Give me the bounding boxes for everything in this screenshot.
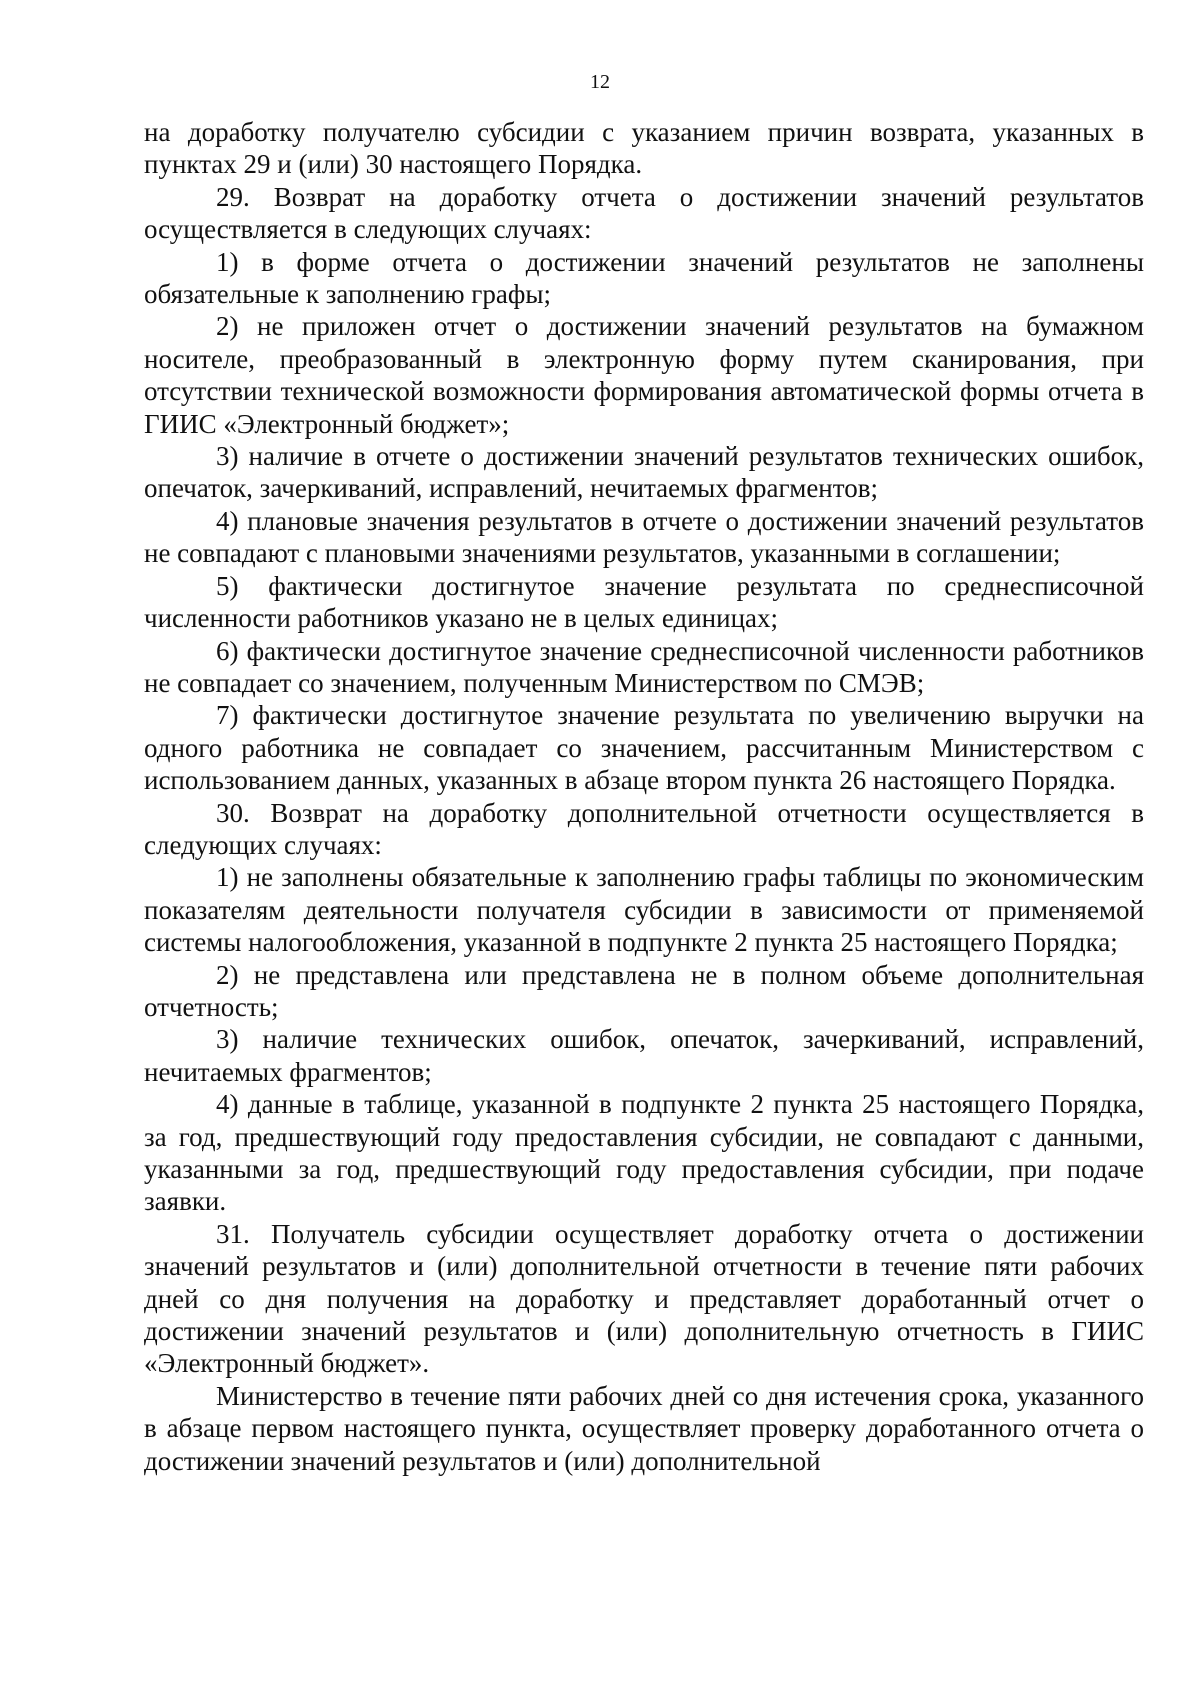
paragraph-clause-29-item-4: 4) плановые значения результатов в отчете о достижении значений результатов не совпадают с плановыми значениями результатов, указанными в соглашении; [144,505,1144,569]
paragraph-clause-30: 30. Возврат на доработку дополнительной отчетности осуществляется в следующих случаях: [144,797,1144,860]
paragraph-clause-29-item-6: 6) фактически достигнутое значение среднесписочной численности работников не совпадает со значением, полученным Министерством по СМЭВ; [144,635,1144,698]
paragraph-clause-29-item-3: 3) наличие в отчете о достижении значений результатов технических ошибок, опечаток, зачеркиваний, исправлений, нечитаемых фрагментов; [144,441,1144,504]
paragraph-clause-30-item-3: 3) наличие технических ошибок, опечаток, зачеркиваний, исправлений, нечитаемых фрагментов; [144,1024,1144,1087]
paragraph-clause-31: 31. Получатель субсидии осуществляет доработку отчета о достижении значений результатов и (или) дополнительной отчетности в течение пяти рабочих дней со дня получения на доработку и представляет доработанный отчет о достижении значений результатов и (или) дополнительную отчетность в ГИИС «Электронный бюджет». [144,1218,1144,1379]
paragraph-clause-30-item-4: 4) данные в таблице, указанной в подпункте 2 пункта 25 настоящего Порядка, за год, предшествующий году предоставления субсидии, не совпадают с данными, указанными за год, предшествующий году предоставления субсидии, при подаче заявки. [144,1089,1144,1217]
paragraph-ministry-check: Министерство в течение пяти рабочих дней со дня истечения срока, указанного в абзаце первом настоящего пункта, осуществляет проверку доработанного отчета о достижении значений результатов и (или) дополнительной [144,1380,1144,1476]
paragraph-clause-30-item-2: 2) не представлена или представлена не в полном объеме дополнительная отчетность; [144,959,1144,1022]
paragraph-clause-29-item-5: 5) фактически достигнутое значение результата по среднесписочной численности работников указано не в целых единицах; [144,570,1144,634]
paragraph-clause-29-item-2: 2) не приложен отчет о достижении значений результатов на бумажном носителе, преобразованный в электронную форму путем сканирования, при отсутствии технической возможности формирования автоматической формы отчета в ГИИС «Электронный бюджет»; [144,311,1144,439]
paragraph-clause-30-item-1: 1) не заполнены обязательные к заполнению графы таблицы по экономическим показателям деятельности получателя субсидии в зависимости от применяемой системы налогообложения, указанной в подпункте 2 пункта 25 настоящего Порядка; [144,862,1144,958]
paragraph-continuation: на доработку получателю субсидии с указанием причин возврата, указанных в пунктах 29 и (или) 30 настоящего Порядка. [144,117,1144,180]
paragraph-clause-29: 29. Возврат на доработку отчета о достижении значений результатов осуществляется в следующих случаях: [144,181,1144,245]
paragraph-clause-29-item-7: 7) фактически достигнутое значение результата по увеличению выручки на одного работника не совпадает со значением, рассчитанным Министерством с использованием данных, указанных в абзаце втором пункта 26 настоящего Порядка. [144,700,1144,796]
document-body [144,116,1144,1477]
page-number: 12 [590,71,610,93]
paragraph-clause-29-item-1: 1) в форме отчета о достижении значений результатов не заполнены обязательные к заполнению графы; [144,246,1144,310]
